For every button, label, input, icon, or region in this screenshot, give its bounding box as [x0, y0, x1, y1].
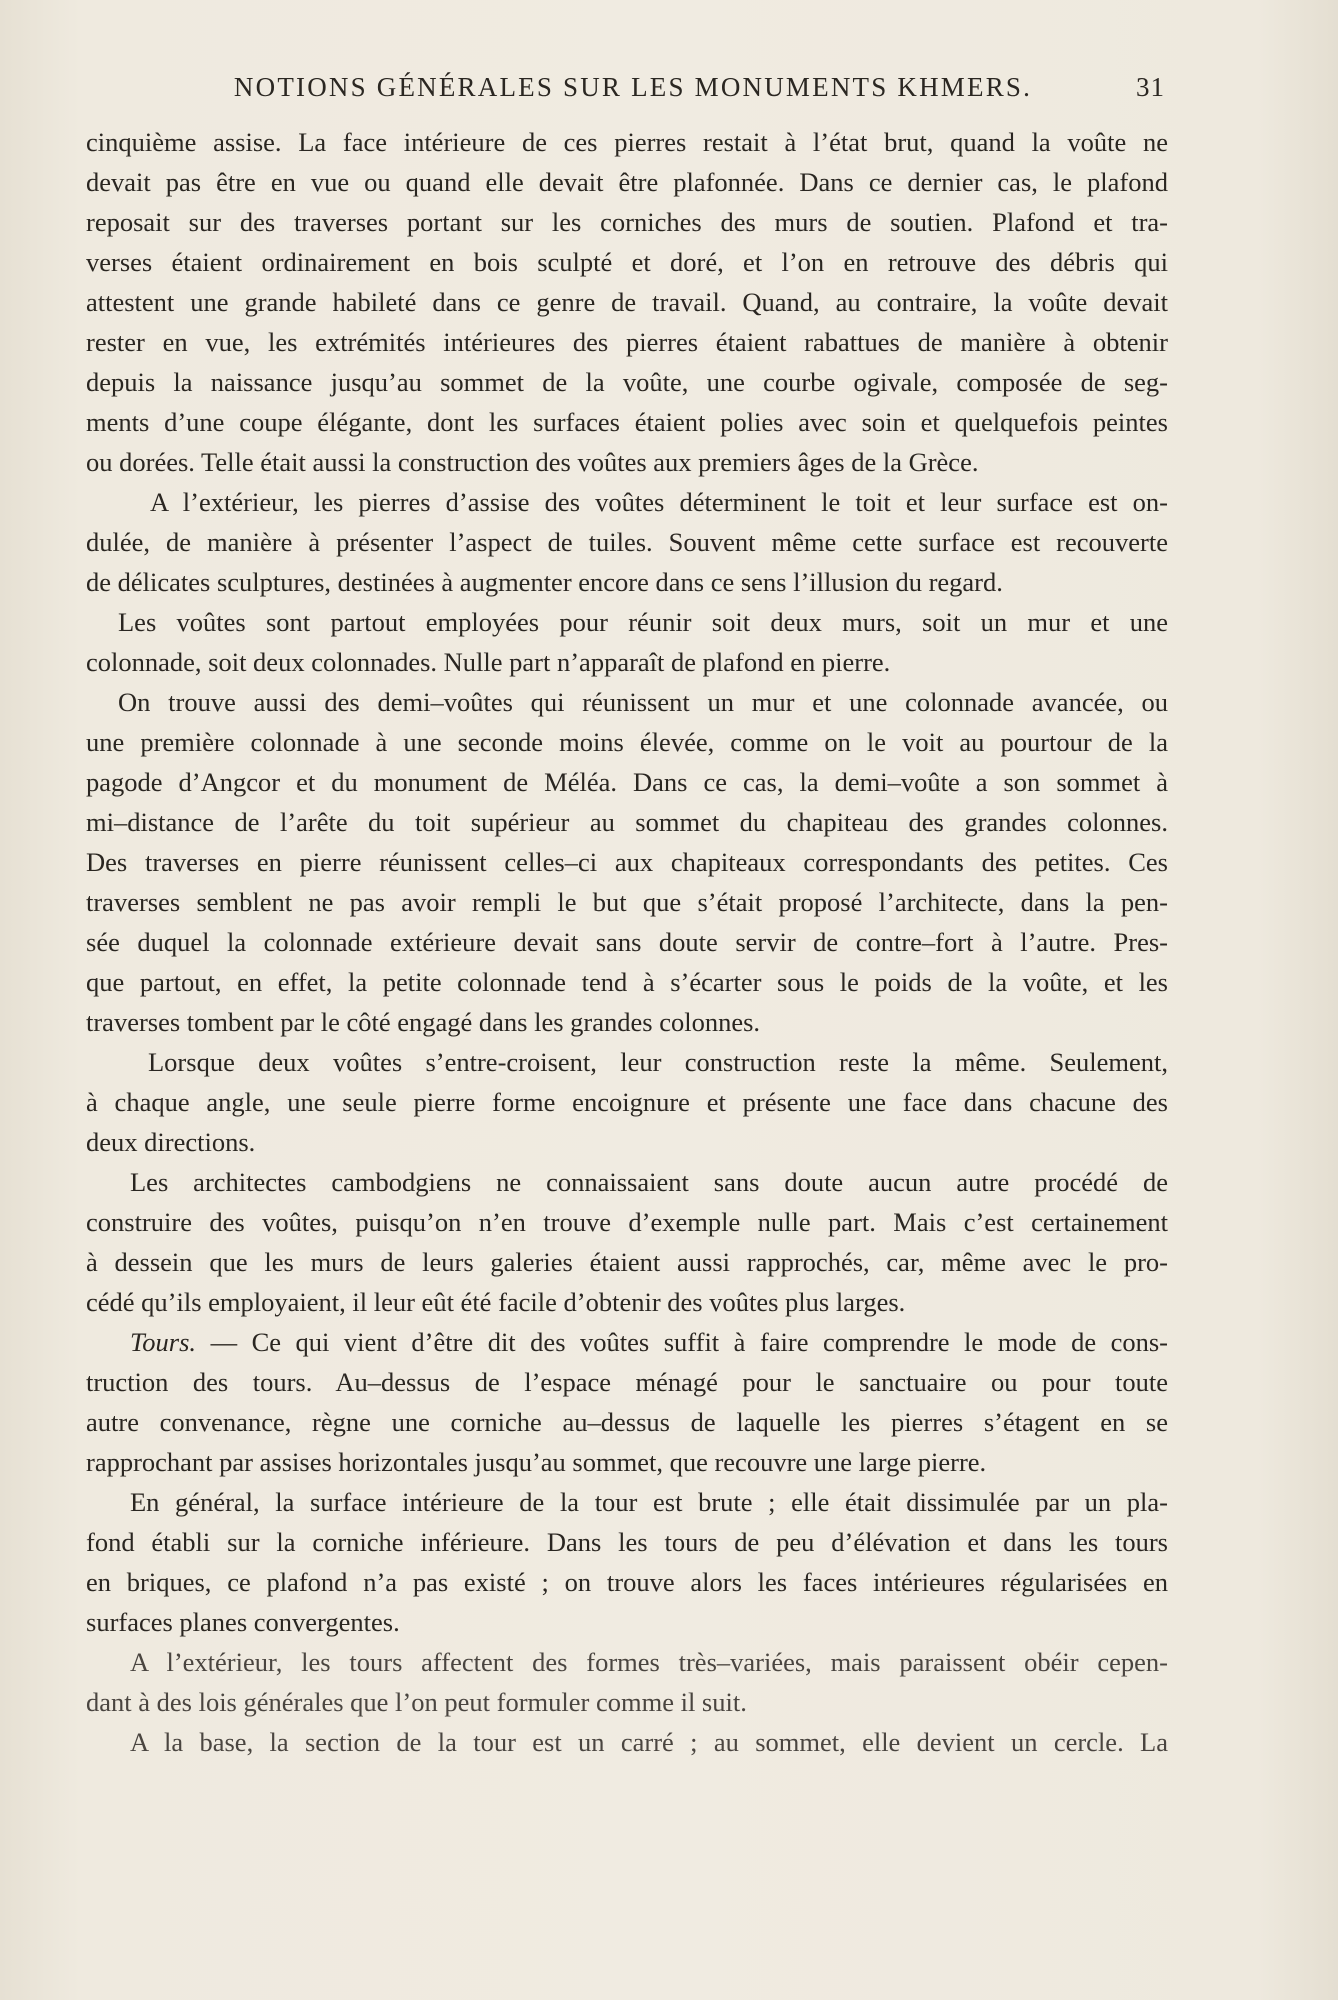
text-line: rapprochant par assises horizontales jusqu’au sommet, que recouvre une large pierre. [86, 1447, 987, 1477]
paragraph-7 [86, 1322, 1168, 1482]
text-line: construire des voûtes, puisqu’on n’en trouve d’exemple nulle part. Mais c’est certainement [86, 1207, 1168, 1237]
text-line: ments d’une coupe élégante, dont les surfaces étaient polies avec soin et quelquefois peintes [86, 407, 1168, 437]
text-line: cédé qu’ils employaient, il leur eût été facile d’obtenir des voûtes plus larges. [86, 1287, 906, 1317]
text-line: colonnade, soit deux colonnades. Nulle part n’apparaît de plafond en pierre. [86, 647, 891, 677]
running-title: NOTIONS GÉNÉRALES SUR LES MONUMENTS KHMERS. [233, 72, 1033, 102]
text-line: deux directions. [86, 1127, 256, 1157]
text-line: fond établi sur la corniche inférieure. Dans les tours de peu d’élévation et dans les tours [86, 1527, 1168, 1557]
text-fragment: — Ce qui vient d’être dit des voûtes suffit à faire comprendre le mode de cons- [196, 1327, 1168, 1357]
text-line: attestent une grande habileté dans ce genre de travail. Quand, au contraire, la voûte devait [86, 287, 1168, 317]
text-line: une première colonnade à une seconde moins élevée, comme on le voit au pourtour de la [86, 727, 1168, 757]
body-text [86, 122, 1168, 1762]
text-line: pagode d’Angcor et du monument de Méléa. Dans ce cas, la demi–voûte a son sommet à [86, 767, 1168, 797]
paragraph-4 [86, 682, 1168, 1042]
text-line: sée duquel la colonnade extérieure devait sans doute servir de contre–fort à l’autre. Pres- [86, 927, 1168, 957]
text-line: à chaque angle, une seule pierre forme encoignure et présente une face dans chacune des [86, 1087, 1168, 1117]
paragraph-6 [86, 1162, 1168, 1322]
text-line: devait pas être en vue ou quand elle devait être plafonnée. Dans ce dernier cas, le plafond [86, 167, 1168, 197]
text-line: A l’extérieur, les pierres d’assise des voûtes déterminent le toit et leur surface est on- [150, 487, 1168, 517]
paragraph-5 [86, 1042, 1168, 1162]
text-line [86, 1322, 1168, 1362]
text-line: depuis la naissance jusqu’au sommet de la voûte, une courbe ogivale, composée de seg- [86, 367, 1168, 397]
paragraph-8 [86, 1482, 1168, 1642]
text-line: truction des tours. Au–dessus de l’espace ménagé pour le sanctuaire ou pour toute [86, 1367, 1168, 1397]
text-line: traverses tombent par le côté engagé dans les grandes colonnes. [86, 1007, 761, 1037]
text-line: de délicates sculptures, destinées à augmenter encore dans ce sens l’illusion du regard. [86, 567, 1003, 597]
text-line: autre convenance, règne une corniche au–dessus de laquelle les pierres s’étagent en se [86, 1407, 1168, 1437]
run-in-heading: Tours. [130, 1327, 197, 1357]
text-line: que partout, en effet, la petite colonnade tend à s’écarter sous le poids de la voûte, et les [86, 967, 1168, 997]
text-line: A l’extérieur, les tours affectent des formes très–variées, mais paraissent obéir cepen- [130, 1647, 1168, 1677]
text-line: A la base, la section de la tour est un carré ; au sommet, elle devient un cercle. La [130, 1727, 1168, 1757]
text-line: reposait sur des traverses portant sur les corniches des murs de soutien. Plafond et tra- [86, 207, 1168, 237]
text-line: surfaces planes convergentes. [86, 1607, 400, 1637]
text-line: traverses semblent ne pas avoir rempli le but que s’était proposé l’architecte, dans la pen- [86, 887, 1168, 917]
paragraph-10 [86, 1722, 1168, 1762]
text-line: mi–distance de l’arête du toit supérieur au sommet du chapiteau des grandes colonnes. [86, 807, 1168, 837]
text-line: verses étaient ordinairement en bois sculpté et doré, et l’on en retrouve des débris qui [86, 247, 1168, 277]
text-line: cinquième assise. La face intérieure de ces pierres restait à l’état brut, quand la voûte ne [86, 127, 1168, 157]
text-line: à dessein que les murs de leurs galeries étaient aussi rapprochés, car, même avec le pro- [86, 1247, 1168, 1277]
text-line: Les voûtes sont partout employées pour réunir soit deux murs, soit un mur et une [118, 607, 1168, 637]
page-header [0, 72, 1338, 112]
text-line: On trouve aussi des demi–voûtes qui réunissent un mur et une colonnade avancée, ou [118, 687, 1168, 717]
paragraph-1 [86, 122, 1168, 482]
text-line: ou dorées. Telle était aussi la construction des voûtes aux premiers âges de la Grèce. [86, 447, 979, 477]
text-line: Des traverses en pierre réunissent celles–ci aux chapiteaux correspondants des petites. Ces [86, 847, 1168, 877]
paragraph-9 [86, 1642, 1168, 1722]
text-line: en briques, ce plafond n’a pas existé ; on trouve alors les faces intérieures régularisées en [86, 1567, 1168, 1597]
page-number: 31 [1136, 72, 1165, 102]
paragraph-2 [86, 482, 1168, 602]
text-line: En général, la surface intérieure de la tour est brute ; elle était dissimulée par un pla- [130, 1487, 1168, 1517]
text-line: Lorsque deux voûtes s’entre-croisent, leur construction reste la même. Seulement, [148, 1047, 1168, 1077]
paragraph-3 [86, 602, 1168, 682]
text-line: Les architectes cambodgiens ne connaissaient sans doute aucun autre procédé de [130, 1167, 1168, 1197]
text-line: dulée, de manière à présenter l’aspect de tuiles. Souvent même cette surface est recouverte [86, 527, 1168, 557]
text-line: dant à des lois générales que l’on peut formuler comme il suit. [86, 1687, 747, 1717]
text-line: rester en vue, les extrémités intérieures des pierres étaient rabattues de manière à obtenir [86, 327, 1168, 357]
